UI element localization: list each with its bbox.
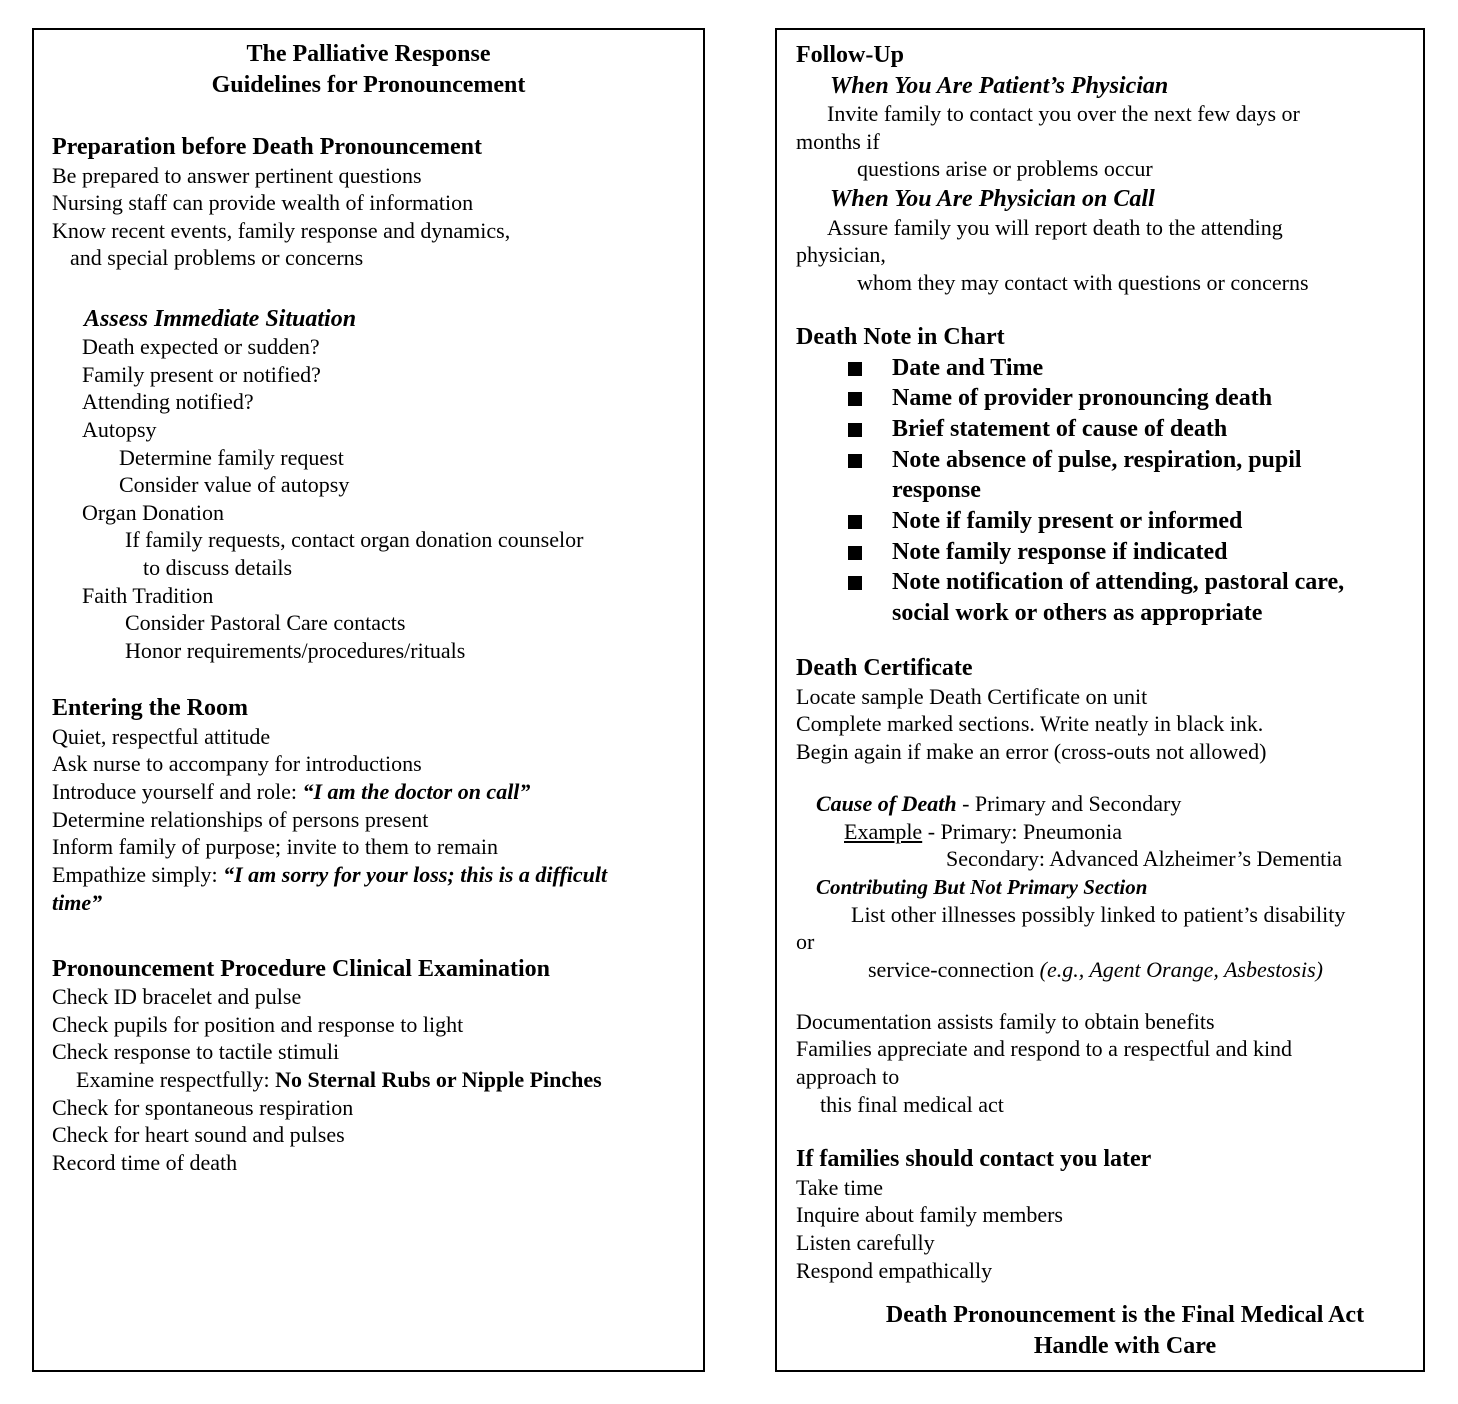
- assess-heading: Assess Immediate Situation: [84, 306, 357, 332]
- certificate-heading: Death Certificate: [796, 655, 973, 681]
- preparation-line: Be prepared to answer pertinent questions: [52, 163, 422, 188]
- cause-of-death-line: Cause of Death - Primary and Secondary: [816, 791, 1182, 816]
- followup-line: physician,: [796, 242, 886, 267]
- death-note-item: response: [892, 477, 981, 503]
- procedure-line: Check pupils for position and response to light: [52, 1012, 464, 1037]
- followup-line: whom they may contact with questions or concerns: [857, 270, 1309, 295]
- assess-subline: If family requests, contact organ donation counselor: [125, 527, 584, 552]
- later-line: Respond empathically: [796, 1258, 993, 1283]
- bullet-square-icon: [848, 515, 862, 529]
- entering-line: Introduce yourself and role: “I am the doctor on call”: [52, 779, 531, 804]
- later-line: Inquire about family members: [796, 1202, 1063, 1227]
- assess-subline: Determine family request: [119, 445, 344, 470]
- procedure-heading: Pronouncement Procedure Clinical Examination: [52, 956, 550, 982]
- entering-line: Determine relationships of persons present: [52, 807, 429, 832]
- assess-line: Autopsy: [82, 417, 157, 442]
- bullet-square-icon: [848, 362, 862, 376]
- assess-subline: Consider Pastoral Care contacts: [125, 610, 406, 635]
- assess-subline: Honor requirements/procedures/rituals: [125, 638, 466, 663]
- certificate-line: Complete marked sections. Write neatly in black ink.: [796, 711, 1264, 736]
- closing-line-2: Handle with Care: [1033, 1333, 1217, 1359]
- preparation-line: Know recent events, family response and dynamics,: [52, 218, 511, 243]
- procedure-line: Check ID bracelet and pulse: [52, 984, 302, 1009]
- followup-line: months if: [796, 129, 880, 154]
- later-line: Listen carefully: [796, 1230, 935, 1255]
- assess-line: Organ Donation: [82, 500, 224, 525]
- followup-line: Assure family you will report death to the attending: [827, 215, 1283, 240]
- assess-line: Death expected or sudden?: [82, 334, 320, 359]
- contributing-heading: Contributing But Not Primary Section: [816, 875, 1148, 899]
- followup-heading: Follow-Up: [796, 42, 904, 68]
- bullet-square-icon: [848, 546, 862, 560]
- preparation-line: and special problems or concerns: [70, 245, 364, 270]
- documentation-line: approach to: [796, 1064, 900, 1089]
- death-note-item: Note notification of attending, pastoral care,: [892, 569, 1345, 595]
- document-title: The Palliative Response: [246, 41, 491, 67]
- later-heading: If families should contact you later: [796, 1146, 1152, 1172]
- preparation-heading: Preparation before Death Pronouncement: [52, 134, 482, 160]
- followup-subheading: When You Are Physician on Call: [830, 186, 1155, 212]
- followup-line: questions arise or problems occur: [857, 156, 1153, 181]
- example-line: Example - Primary: Pneumonia: [844, 819, 1123, 844]
- secondary-line: Secondary: Advanced Alzheimer’s Dementia: [946, 846, 1343, 871]
- procedure-line: Examine respectfully: No Sternal Rubs or Nipple Pinches: [76, 1067, 602, 1092]
- contributing-line: List other illnesses possibly linked to patient’s disability: [851, 902, 1346, 927]
- death-note-item: Brief statement of cause of death: [892, 416, 1228, 442]
- bullet-square-icon: [848, 423, 862, 437]
- contributing-line: service-connection (e.g., Agent Orange, Asbestosis): [868, 957, 1323, 982]
- death-note-item: Note family response if indicated: [892, 539, 1228, 565]
- bullet-square-icon: [848, 454, 862, 468]
- assess-subline: to discuss details: [143, 555, 293, 580]
- procedure-line: Check response to tactile stimuli: [52, 1039, 340, 1064]
- entering-line: Quiet, respectful attitude: [52, 724, 271, 749]
- followup-subheading: When You Are Patient’s Physician: [830, 73, 1169, 99]
- assess-line: Family present or notified?: [82, 362, 321, 387]
- document-subtitle: Guidelines for Pronouncement: [211, 72, 526, 98]
- documentation-line: Documentation assists family to obtain benefits: [796, 1009, 1215, 1034]
- documentation-line: this final medical act: [820, 1092, 1004, 1117]
- followup-line: Invite family to contact you over the next few days or: [827, 101, 1300, 126]
- death-note-item: social work or others as appropriate: [892, 600, 1263, 626]
- certificate-line: Begin again if make an error (cross-outs not allowed): [796, 739, 1267, 764]
- procedure-line: Check for spontaneous respiration: [52, 1095, 354, 1120]
- entering-line: Ask nurse to accompany for introductions: [52, 751, 422, 776]
- procedure-line: Check for heart sound and pulses: [52, 1122, 345, 1147]
- contributing-line: or: [796, 929, 815, 954]
- later-line: Take time: [796, 1175, 884, 1200]
- entering-line: Inform family of purpose; invite to them to remain: [52, 834, 499, 859]
- death-note-item: Name of provider pronouncing death: [892, 385, 1273, 411]
- entering-line: Empathize simply: “I am sorry for your loss; this is a difficult: [52, 862, 608, 887]
- death-note-item: Note absence of pulse, respiration, pupil: [892, 447, 1302, 473]
- assess-subline: Consider value of autopsy: [119, 472, 350, 497]
- assess-line: Attending notified?: [82, 389, 254, 414]
- bullet-square-icon: [848, 392, 862, 406]
- procedure-line: Record time of death: [52, 1150, 238, 1175]
- entering-heading: Entering the Room: [52, 695, 248, 721]
- entering-line: time”: [52, 890, 103, 915]
- certificate-line: Locate sample Death Certificate on unit: [796, 684, 1148, 709]
- closing-line-1: Death Pronouncement is the Final Medical Act: [885, 1302, 1365, 1328]
- death-note-item: Date and Time: [892, 355, 1044, 381]
- bullet-square-icon: [848, 576, 862, 590]
- death-note-heading: Death Note in Chart: [796, 324, 1005, 350]
- documentation-line: Families appreciate and respond to a respectful and kind: [796, 1036, 1293, 1061]
- death-note-item: Note if family present or informed: [892, 508, 1243, 534]
- assess-line: Faith Tradition: [82, 583, 214, 608]
- preparation-line: Nursing staff can provide wealth of information: [52, 190, 474, 215]
